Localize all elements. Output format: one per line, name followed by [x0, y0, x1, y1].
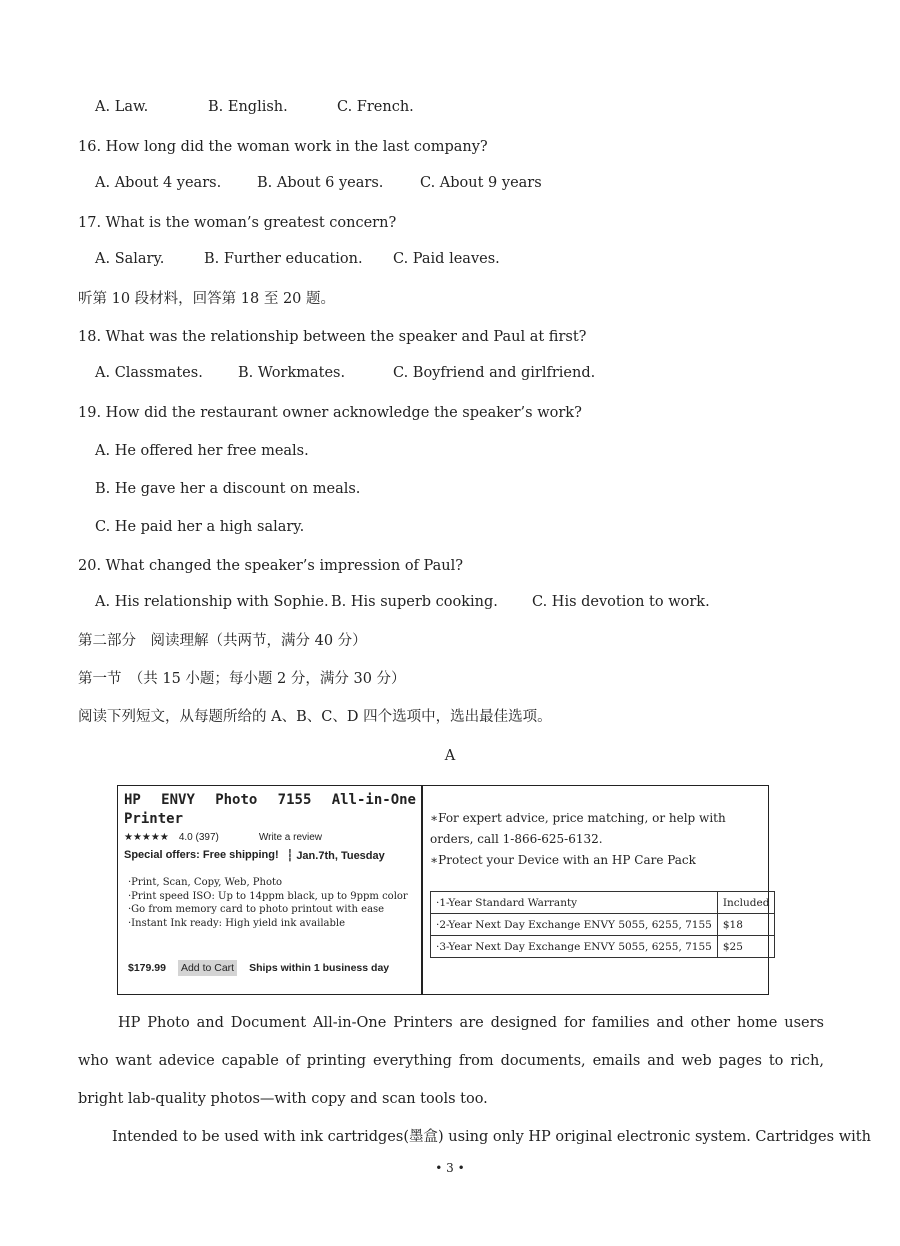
care-pack-note: ∗Protect your Device with an HP Care Pack [430, 853, 696, 867]
section-10-instruction: 听第 10 段材料，回答第 18 至 20 题。 [78, 291, 336, 307]
option-c: C. Paid leaves. [393, 251, 500, 267]
option-c: C. About 9 years [420, 175, 542, 191]
ad-service-panel [430, 808, 762, 871]
special-offer: Special offers: Free shipping! [124, 849, 279, 861]
feature-list [128, 876, 416, 930]
option-a: A. Classmates. [95, 365, 203, 381]
warranty-price: $25 [717, 936, 775, 958]
option-a: A. His relationship with Sophie. [95, 594, 329, 610]
price: $179.99 [128, 962, 166, 974]
warranty-price: Included [717, 892, 775, 914]
title-word: All-in-One [331, 792, 416, 808]
option-b: B. He gave her a discount on meals. [95, 481, 361, 497]
warranty-price: $18 [717, 914, 775, 936]
option-c: C. French. [337, 99, 414, 115]
ad-divider [421, 786, 423, 994]
passage-paragraph-1: HP Photo and Document All-in-One Printers are designed for families and other home users who want adevice capable of printing everything from documents, emails and web pages to rich, bright lab-quality photos—with copy and scan tools too. [78, 1015, 824, 1107]
option-c: C. His devotion to work. [532, 594, 710, 610]
option-a: A. Salary. [95, 251, 165, 267]
option-b: B. About 6 years. [257, 175, 384, 191]
ad-product-panel [124, 790, 416, 930]
feature-item: ·Print speed ISO: Up to 14ppm black, up to 9ppm color [128, 890, 408, 902]
option-a: A. About 4 years. [95, 175, 222, 191]
option-a: A. He offered her free meals. [95, 443, 309, 459]
shipping-info: Ships within 1 business day [249, 962, 390, 974]
option-b: B. His superb cooking. [331, 594, 498, 610]
option-c: C. Boyfriend and girlfriend. [393, 365, 596, 381]
option-b: B. English. [208, 99, 288, 115]
option-a: A. Law. [95, 99, 149, 115]
question-17: 17. What is the woman’s greatest concern? [78, 215, 397, 231]
warranty-table [430, 891, 775, 958]
offer-date: ┆ Jan.7th, Tuesday [286, 850, 385, 862]
write-review-link[interactable]: Write a review [258, 832, 323, 843]
price-row [128, 960, 389, 976]
offer-row [124, 849, 416, 862]
question-18: 18. What was the relationship between the speaker and Paul at first? [78, 329, 587, 345]
section-1-heading: 第一节 （共 15 小题；每小题 2 分，满分 30 分） [78, 671, 406, 687]
warranty-plan: ·1-Year Standard Warranty [431, 892, 718, 914]
option-c: C. He paid her a high salary. [95, 519, 305, 535]
table-row [431, 892, 775, 914]
title-word: ENVY [161, 792, 195, 808]
page-number: • 3 • [435, 1161, 465, 1175]
printer-ad [117, 785, 769, 995]
rating-row [124, 832, 416, 843]
table-row [431, 914, 775, 936]
passage-label: A [444, 748, 456, 764]
part-2-heading: 第二部分 阅读理解（共两节，满分 40 分） [78, 633, 367, 649]
question-16: 16. How long did the woman work in the last company? [78, 139, 488, 155]
rating-value: 4.0 (397) [178, 832, 219, 843]
product-title-line2: Printer [124, 811, 184, 827]
question-20: 20. What changed the speaker’s impression of Paul? [78, 558, 464, 574]
warranty-plan: ·2-Year Next Day Exchange ENVY 5055, 6255, 7155 [431, 914, 718, 936]
option-b: B. Further education. [204, 251, 363, 267]
table-row [431, 936, 775, 958]
reading-instruction: 阅读下列短文，从每题所给的 A、B、C、D 四个选项中，选出最佳选项。 [78, 709, 552, 725]
product-title [124, 790, 416, 810]
feature-item: ·Go from memory card to photo printout with ease [128, 904, 385, 915]
star-rating-icon: ★★★★★ [124, 832, 169, 843]
feature-item: ·Print, Scan, Copy, Web, Photo [128, 877, 283, 888]
add-to-cart-button[interactable]: Add to Cart [178, 960, 237, 976]
title-word: 7155 [277, 792, 312, 808]
question-19: 19. How did the restaurant owner acknowledge the speaker’s work? [78, 405, 582, 421]
passage-paragraph-2: Intended to be used with ink cartridges(墨盒) using only HP original electronic system. Cartridges with [112, 1129, 871, 1145]
option-b: B. Workmates. [238, 365, 346, 381]
warranty-plan: ·3-Year Next Day Exchange ENVY 5055, 6255, 7155 [431, 936, 718, 958]
title-word: HP [124, 792, 141, 808]
feature-item: ·Instant Ink ready: High yield ink available [128, 917, 346, 929]
expert-advice: ∗For expert advice, price matching, or help with orders, call 1-866-625-6132. [430, 811, 726, 846]
title-word: Photo [215, 792, 258, 808]
